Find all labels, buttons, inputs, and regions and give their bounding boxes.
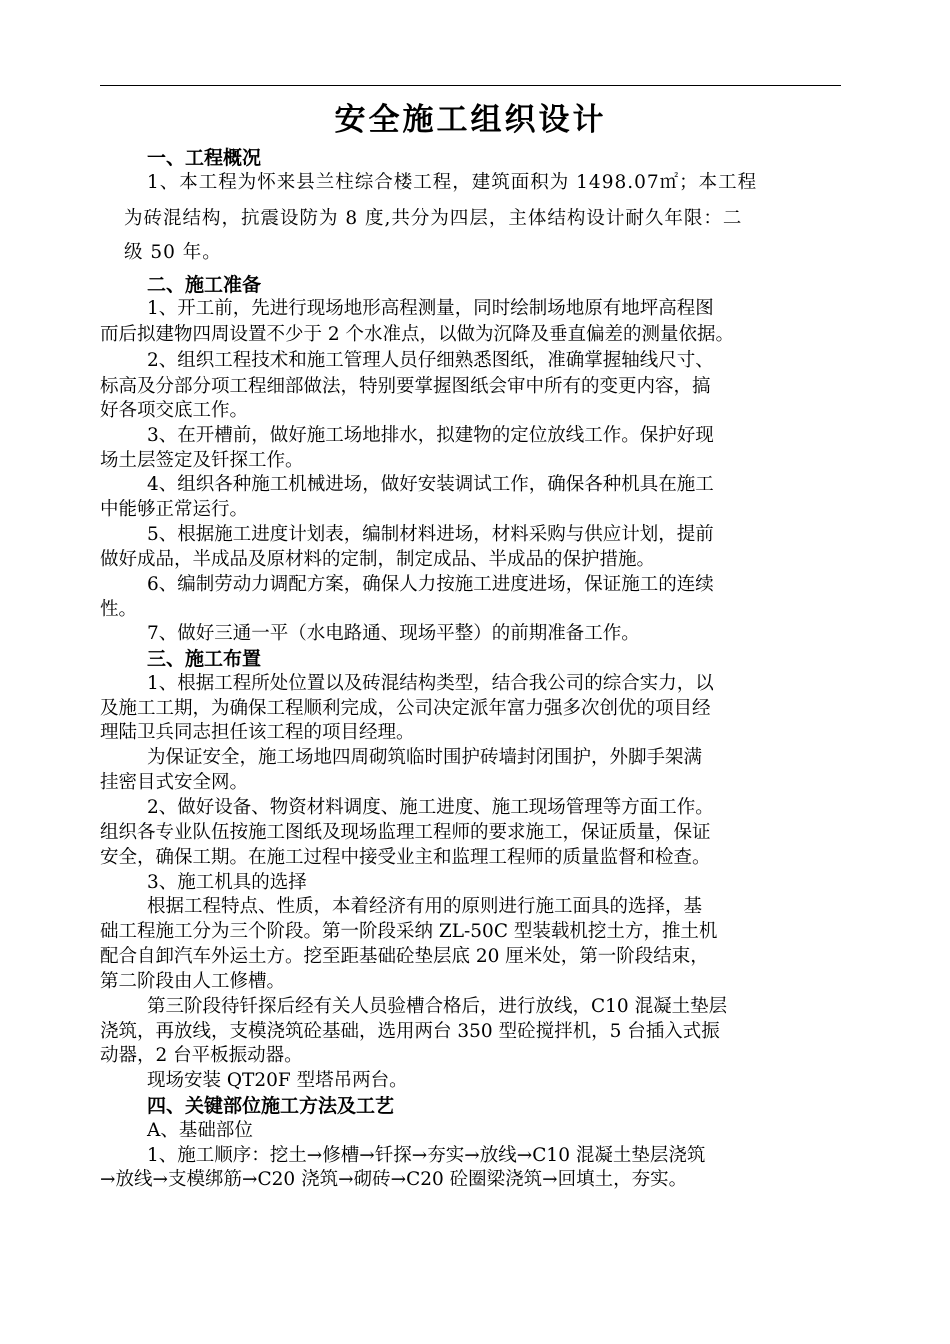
- paragraph-line: 础工程施工分为三个阶段。第一阶段采纳 ZL-50C 型装载机挖土方，推土机: [100, 921, 718, 942]
- paragraph-line: 1、开工前，先进行现场地形高程测量，同时绘制场地原有地坪高程图: [147, 298, 714, 319]
- paragraph-line: 做好成品，半成品及原材料的定制，制定成品、半成品的保护措施。: [100, 549, 656, 570]
- section-heading-layout: 三、施工布置: [147, 648, 262, 670]
- paragraph-line: 性。: [100, 599, 138, 620]
- paragraph-line: 1、施工顺序：挖土→修槽→钎探→夯实→放线→C10 混凝土垫层浇筑: [147, 1145, 706, 1166]
- subsection-heading-foundation: A、基础部位: [147, 1120, 253, 1141]
- paragraph-line: 7、做好三通一平（水电路通、现场平整）的前期准备工作。: [147, 623, 640, 644]
- paragraph-line: 1、本工程为怀来县兰柱综合楼工程，建筑面积为 1498.07㎡；本工程: [147, 172, 758, 193]
- paragraph-line: 4、组织各种施工机械进场，做好安装调试工作，确保各种机具在施工: [147, 474, 714, 495]
- paragraph-line: 3、施工机具的选择: [147, 872, 307, 893]
- paragraph-line: 配合自卸汽车外运土方。挖至距基础砼垫层底 20 厘米处，第一阶段结束，: [100, 946, 709, 967]
- paragraph-line: 及施工工期，为确保工程顺利完成，公司决定派年富力强多次创优的项目经: [100, 698, 711, 719]
- top-rule: [100, 85, 841, 86]
- paragraph-line: 第三阶段待钎探后经有关人员验槽合格后，进行放线，C10 混凝土垫层: [147, 996, 728, 1017]
- paragraph-line: 安全，确保工期。在施工过程中接受业主和监理工程师的质量监督和检查。: [100, 847, 711, 868]
- paragraph-line: 级 50 年。: [124, 242, 222, 263]
- paragraph-line: 而后拟建物四周设置不少于 2 个水准点，以做为沉降及垂直偏差的测量依据。: [100, 324, 735, 345]
- paragraph-line: 浇筑，再放线，支模浇筑砼基础，选用两台 350 型砼搅拌机，5 台插入式振: [100, 1021, 720, 1042]
- paragraph-line: 1、根据工程所处位置以及砖混结构类型，结合我公司的综合实力，以: [147, 673, 714, 694]
- paragraph-line: 挂密目式安全网。: [100, 772, 249, 793]
- paragraph-line: 2、组织工程技术和施工管理人员仔细熟悉图纸，准确掌握轴线尺寸、: [147, 350, 714, 371]
- paragraph-line: 为保证安全，施工场地四周砌筑临时围护砖墙封闭围护，外脚手架满: [147, 747, 703, 768]
- paragraph-line: 5、根据施工进度计划表，编制材料进场，材料采购与供应计划，提前: [147, 524, 714, 545]
- paragraph-line: 中能够正常运行。: [100, 499, 249, 520]
- paragraph-line: 理陆卫兵同志担任该工程的项目经理。: [100, 722, 415, 743]
- paragraph-line: 标高及分部分项工程细部做法，特别要掌握图纸会审中所有的变更内容，搞: [100, 376, 711, 397]
- paragraph-line: 为砖混结构，抗震设防为 8 度,共分为四层，主体结构设计耐久年限：二: [124, 208, 743, 229]
- paragraph-line: 组织各专业队伍按施工图纸及现场监理工程师的要求施工，保证质量，保证: [100, 822, 711, 843]
- paragraph-line: 6、编制劳动力调配方案，确保人力按施工进度进场，保证施工的连续: [147, 574, 714, 595]
- paragraph-line: 场土层签定及钎探工作。: [100, 450, 304, 471]
- paragraph-line: 好各项交底工作。: [100, 400, 249, 421]
- paragraph-line: 3、在开槽前，做好施工场地排水，拟建物的定位放线工作。保护好现: [147, 425, 714, 446]
- paragraph-line: 根据工程特点、性质，本着经济有用的原则进行施工面具的选择，基: [147, 896, 703, 917]
- paragraph-line: →放线→支模绑筋→C20 浇筑→砌砖→C20 砼圈梁浇筑→回填土，夯实。: [100, 1169, 688, 1190]
- section-heading-overview: 一、工程概况: [147, 147, 262, 169]
- paragraph-line: 2、做好设备、物资材料调度、施工进度、施工现场管理等方面工作。: [147, 797, 714, 818]
- paragraph-line: 现场安装 QT20F 型塔吊两台。: [147, 1070, 408, 1091]
- paragraph-line: 第二阶段由人工修槽。: [100, 971, 286, 992]
- section-heading-preparation: 二、施工准备: [147, 274, 262, 296]
- document-title: 安全施工组织设计: [334, 102, 607, 138]
- paragraph-line: 动器，2 台平板振动器。: [100, 1045, 303, 1066]
- section-heading-key-methods: 四、关键部位施工方法及工艺: [147, 1095, 395, 1117]
